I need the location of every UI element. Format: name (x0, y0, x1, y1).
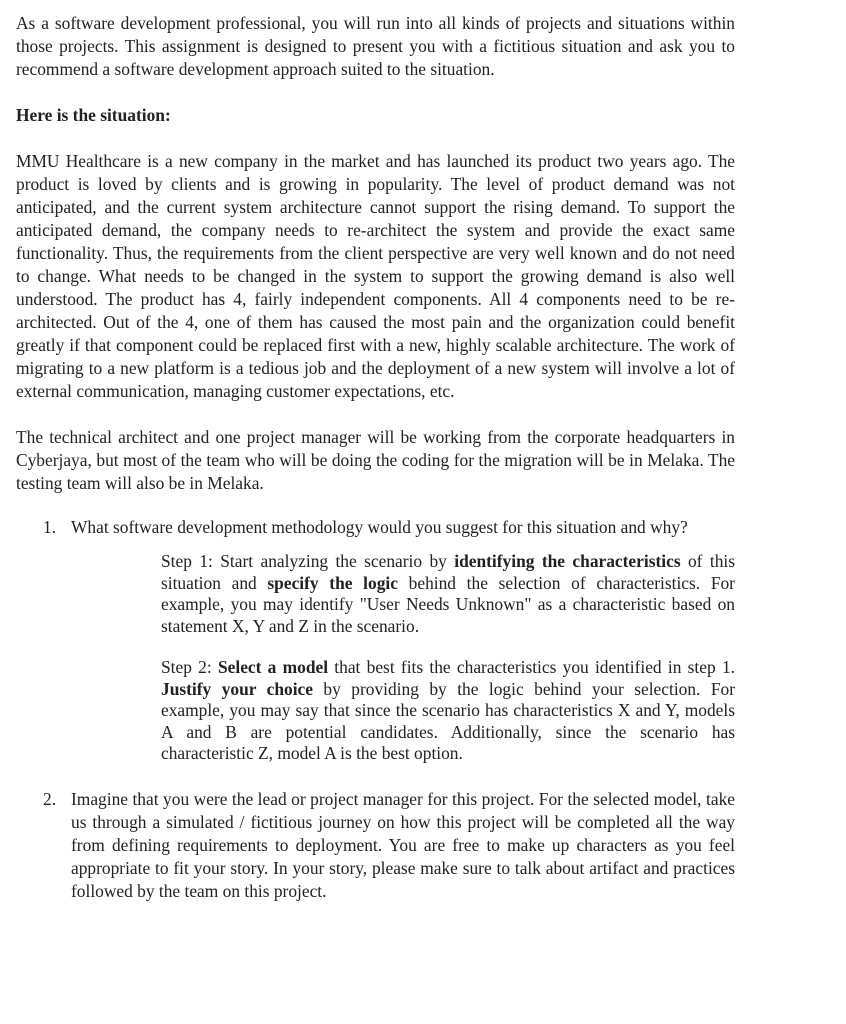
question-2 (16, 788, 735, 903)
assignment-document (16, 12, 735, 903)
team-location-paragraph: The technical architect and one project manager will be working from the corporate headquarters in Cyberjaya, but most of the team who will be doing the coding for the migration will be in Melaka. The testing team will also be in Melaka. (16, 427, 735, 493)
question-2-text: Imagine that you were the lead or project manager for this project. For the selected model, take us through a simulated / fictitious journey on how this project will be completed all the way from defining requirements to deployment. You are free to make up characters as you feel appropriate to fit your story. In your story, please make sure to talk about artifact and practices followed by the team on this project. (71, 788, 735, 901)
intro-paragraph: As a software development professional, you will run into all kinds of projects and situations within those projects. This assignment is designed to present you with a fictitious situation and ask you to recommend a software development approach suited to the situation. (16, 13, 735, 79)
step-2-mid: that best fits the characteristics you identified in step 1. (328, 657, 735, 677)
step-2-suffix: by providing by the logic behind your selection. For example, you may say that since the scenario has characteristics X and Y, models A and B are potential candidates. Additionally, since the scenario has characteristic Z, model A is the best option. (161, 678, 735, 763)
question-1-number: 1. (43, 517, 57, 537)
question-1 (16, 516, 735, 765)
step-1-paragraph (161, 551, 735, 637)
step-1-suffix: behind the selection of characteristics. For example, you may identify "User Needs Unknown" as a characteristic based on statement X, Y and Z in the scenario. (161, 572, 735, 636)
question-1-steps (161, 551, 735, 765)
step-2-prefix: Step 2: (161, 657, 218, 677)
question-1-text: What software development methodology would you suggest for this situation and why? (71, 517, 688, 537)
step-1-bold-characteristics: identifying the characteristics (454, 551, 681, 571)
step-2-bold-justify: Justify your choice (161, 678, 313, 699)
situation-heading: Here is the situation: (16, 105, 171, 125)
step-1-mid: of this situation and (161, 551, 735, 593)
step-1-bold-logic: specify the logic (267, 572, 398, 593)
step-2-bold-select-model: Select a model (217, 657, 329, 677)
question-2-number: 2. (43, 788, 57, 809)
step-2-paragraph (161, 657, 735, 765)
situation-paragraph: MMU Healthcare is a new company in the market and has launched its product two years ago. The product is loved by clients and is growing in popularity. The level of product demand was not anticipated, and the current system architecture cannot support the rising demand. To support the anticipated demand, the company needs to re-architect the system and provide the exact same functionality. Thus, the requirements from the client perspective are very well known and do not need to change. What needs to be changed in the system to support the growing demand is also well understood. The product has 4, fairly independent components. All 4 components need to be re-architected. Out of the 4, one of them has caused the most pain and the organization could benefit greatly if that component could be replaced first with a new, highly scalable architecture. The work of migrating to a new platform is a tedious job and the deployment of a new system will involve a lot of external communication, managing customer expectations, etc. (16, 151, 735, 401)
step-1-prefix: Step 1: Start analyzing the scenario by (161, 551, 455, 571)
